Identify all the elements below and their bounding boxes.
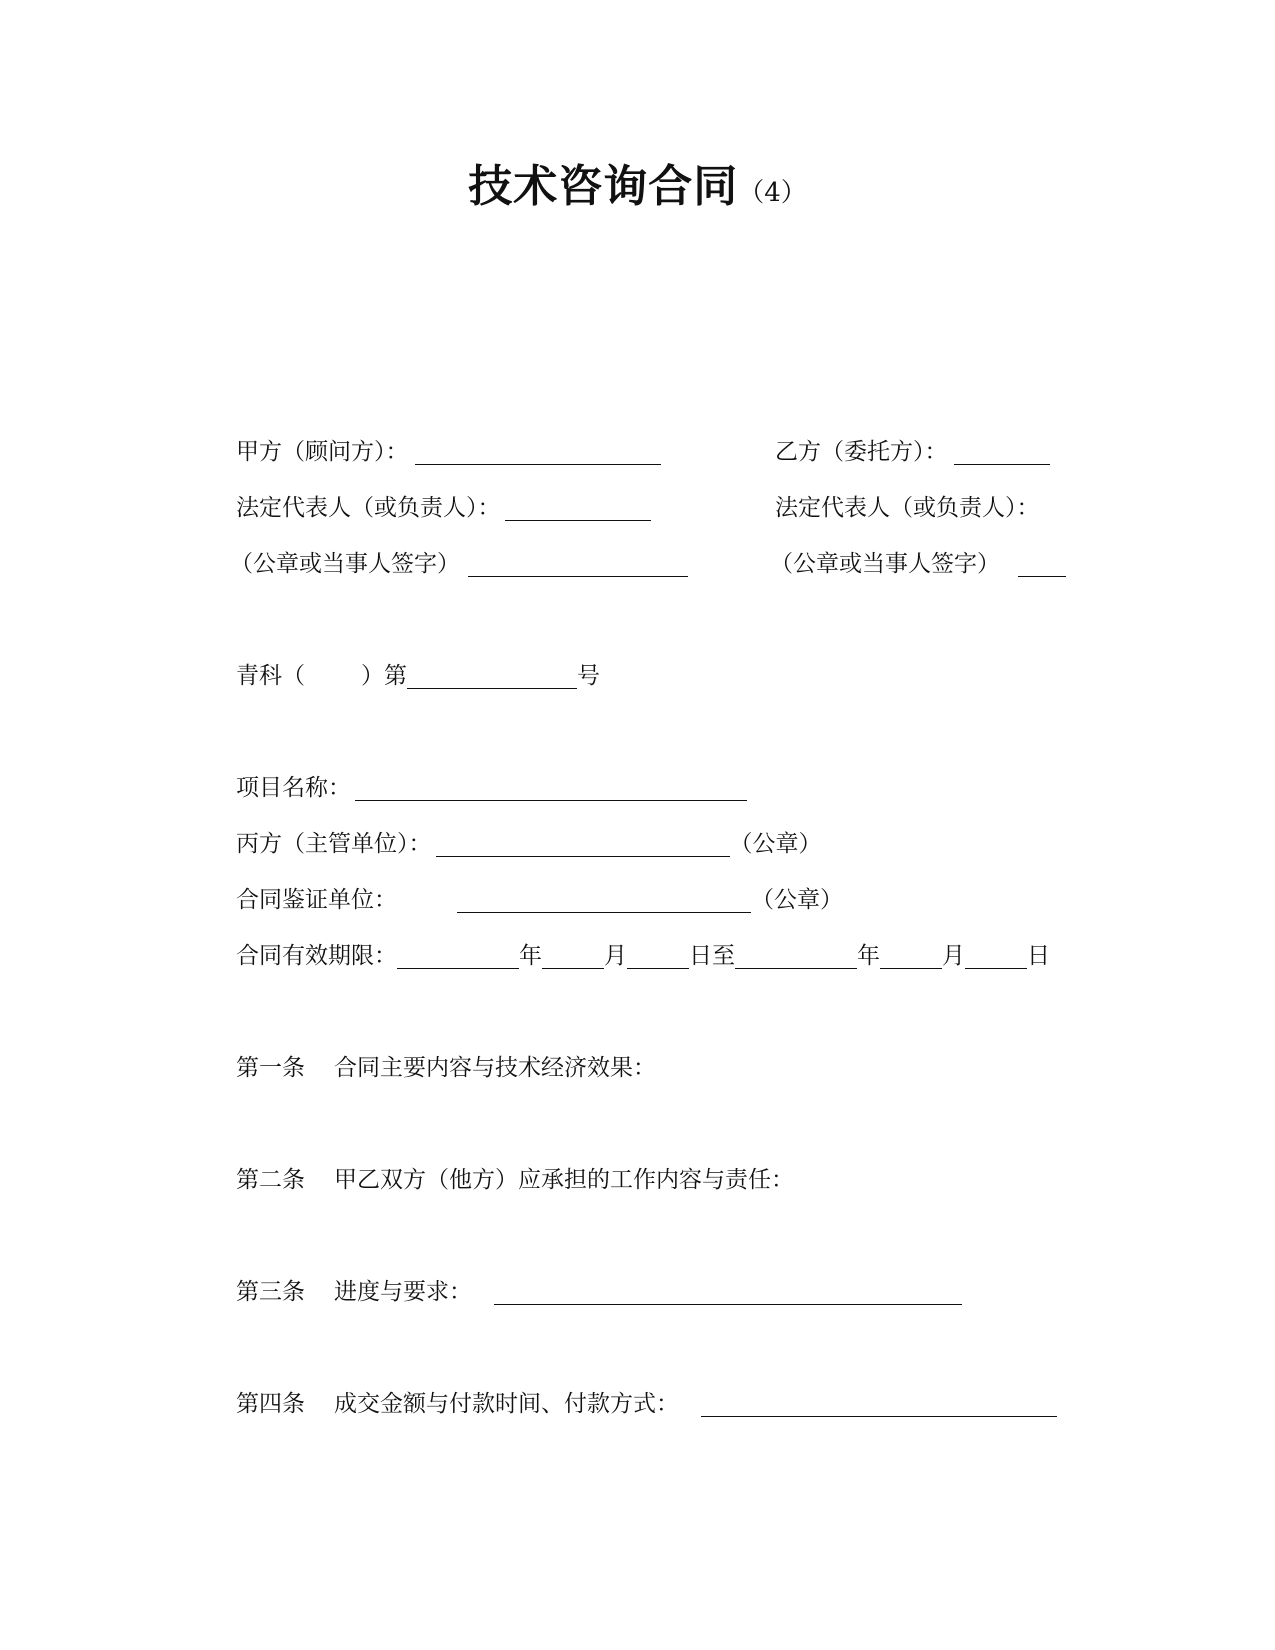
article-3-text: 进度与要求： [334, 1279, 472, 1305]
contract-number-middle: ）第 [361, 663, 407, 689]
seal-a-row [230, 548, 688, 580]
party-a-row [236, 436, 661, 468]
article-4-number: 第四条 [236, 1391, 305, 1417]
page-title [0, 150, 1275, 214]
end-month-blank[interactable] [880, 944, 942, 969]
party-c-label: 丙方（主管单位）： [236, 831, 432, 857]
seal-b-label: （公章或当事人签字） [770, 551, 1000, 577]
article-2 [236, 1164, 794, 1196]
party-b-label: 乙方（委托方）： [775, 439, 948, 465]
article-2-number: 第二条 [236, 1167, 305, 1193]
article-4 [236, 1388, 1057, 1420]
contract-number-blank[interactable] [407, 664, 577, 689]
party-c-row [236, 828, 822, 860]
verify-label: 合同鉴证单位： [236, 887, 397, 913]
article-4-text: 成交金额与付款时间、付款方式： [334, 1391, 679, 1417]
title-main: 技术咨询合同 [468, 161, 739, 212]
end-day-blank[interactable] [965, 944, 1027, 969]
seal-b-blank[interactable] [1018, 552, 1066, 577]
project-name-label: 项目名称： [236, 775, 351, 801]
article-1 [236, 1052, 656, 1084]
seal-a-label: （公章或当事人签字） [230, 551, 460, 577]
rep-a-blank[interactable] [505, 496, 651, 521]
article-3-number: 第三条 [236, 1279, 305, 1305]
start-month-blank[interactable] [542, 944, 604, 969]
party-a-blank[interactable] [415, 440, 661, 465]
contract-number-suffix: 号 [577, 663, 600, 689]
article-1-number: 第一条 [236, 1055, 305, 1081]
rep-b-label: 法定代表人（或负责人）： [775, 495, 1040, 521]
start-month-label: 月 [604, 943, 627, 969]
article-3 [236, 1276, 962, 1308]
project-name-row [236, 772, 747, 804]
article-2-text: 甲乙双方（他方）应承担的工作内容与责任： [334, 1167, 794, 1193]
party-b-row [775, 436, 1050, 468]
contract-number-row [236, 660, 600, 692]
article-3-blank[interactable] [494, 1280, 962, 1305]
rep-a-label: 法定代表人（或负责人）： [236, 495, 501, 521]
end-month-label: 月 [942, 943, 965, 969]
verify-blank[interactable] [457, 888, 751, 913]
article-1-text: 合同主要内容与技术经济效果： [334, 1055, 656, 1081]
start-day-label: 日至 [689, 943, 735, 969]
period-row [236, 940, 1050, 972]
party-a-label: 甲方（顾问方）： [236, 439, 409, 465]
contract-number-prefix: 青科（ [236, 663, 305, 689]
start-day-blank[interactable] [627, 944, 689, 969]
seal-a-blank[interactable] [468, 552, 688, 577]
verify-seal: （公章） [751, 887, 843, 913]
rep-a-row [236, 492, 651, 524]
end-year-blank[interactable] [735, 944, 857, 969]
end-day-label: 日 [1027, 943, 1050, 969]
party-c-seal: （公章） [729, 831, 822, 857]
end-year-label: 年 [857, 943, 880, 969]
period-label: 合同有效期限： [236, 943, 397, 969]
party-b-blank[interactable] [954, 440, 1050, 465]
start-year-label: 年 [519, 943, 542, 969]
rep-b-row [775, 492, 1040, 524]
article-4-blank[interactable] [701, 1392, 1057, 1417]
verify-row [236, 884, 843, 916]
party-c-blank[interactable] [436, 832, 730, 857]
seal-b-row [770, 548, 1066, 580]
title-number: （4） [738, 178, 807, 208]
start-year-blank[interactable] [397, 944, 519, 969]
project-name-blank[interactable] [355, 776, 747, 801]
